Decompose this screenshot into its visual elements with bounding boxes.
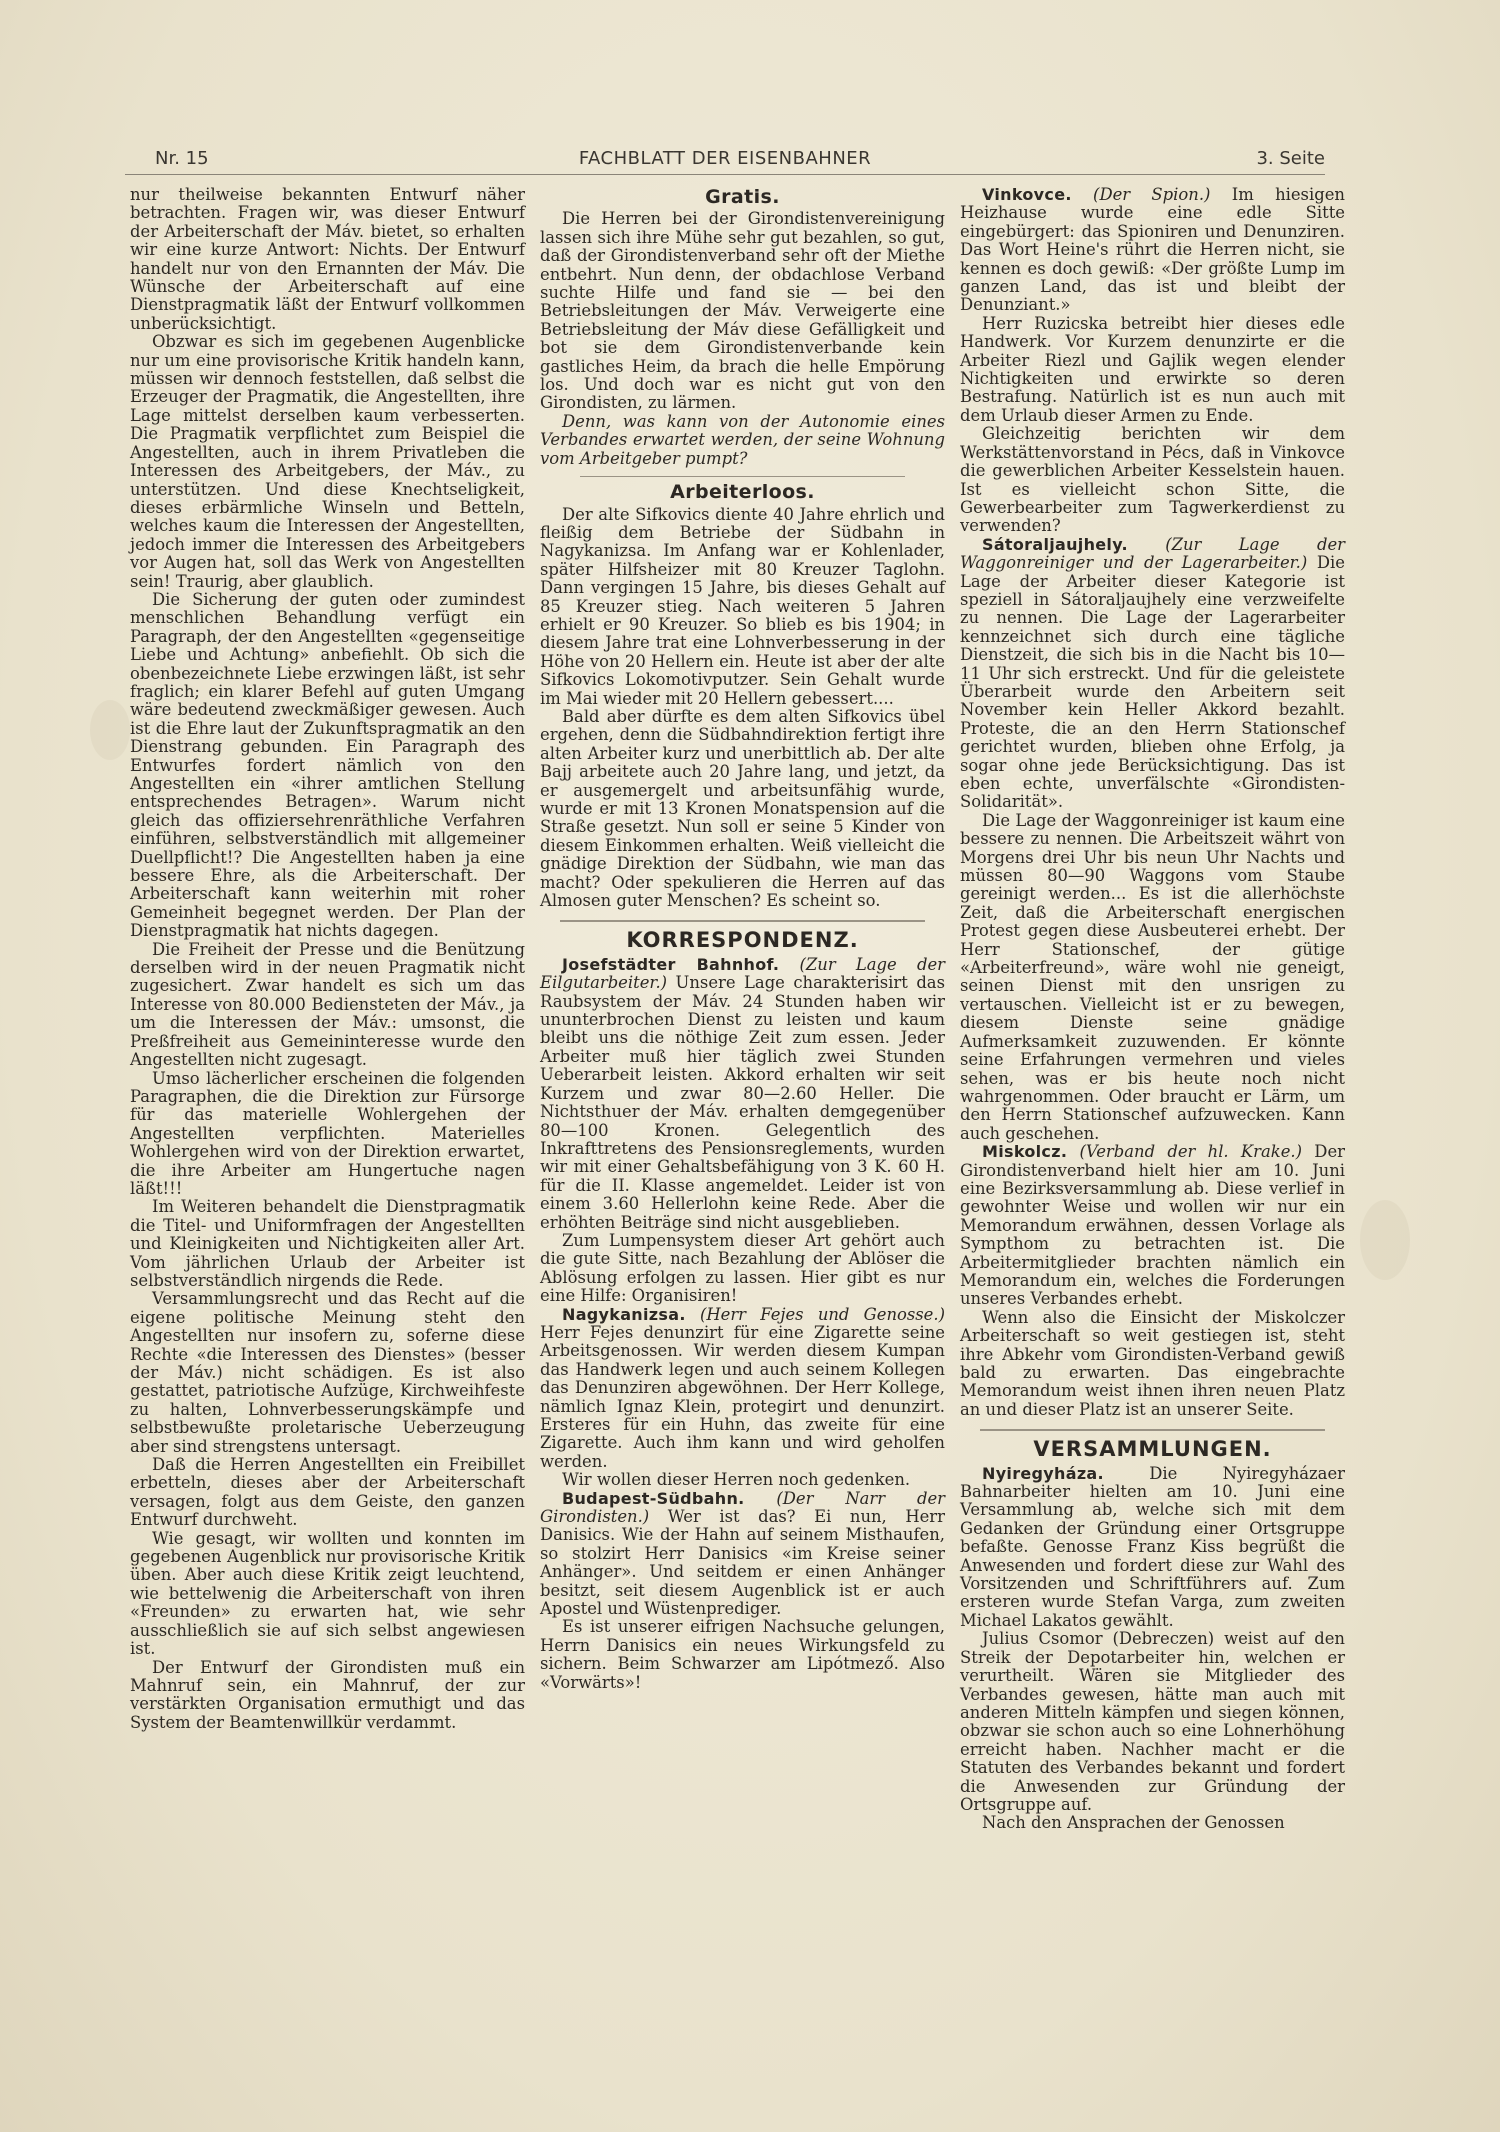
versammlungen-heading: VERSAMMLUNGEN. [1033, 1437, 1272, 1462]
paper-stain [90, 700, 130, 760]
item-text: Herr Fejes denunzirt für eine Zigarette seine Arbeitsgenossen. Wir werden diesem Kumpan das Handwerk legen und auch seinem Kollegen das Denunziren abgewöhnen. Der Herr Kollege, nämlich Ignaz Klein, protegirt und denunzirt. Ersteres für ein Huhn, das zweite für eine Zigarette. Auch ihm kann und wird geholfen werden. [540, 1322, 945, 1471]
newspaper-title: FACHBLATT DER EISENBAHNER [578, 148, 872, 169]
correspondence-item [540, 1306, 945, 1472]
correspondence-item [540, 956, 945, 1232]
correspondence-item [960, 315, 1345, 425]
correspondence-item [960, 186, 1345, 315]
correspondence-item [960, 812, 1345, 1143]
item-text: Der Girondistenverband hielt hier am 10. Juni eine Bezirksversammlung ab. Diese verlief in gewohnter Weise und wollen wir nur ein Memorandum erwähnen, dessen Vorlage als Sympthom zu betrachten ist. Die Arbeitermitglieder brachten nämlich ein Memorandum ein, welches die Forderungen unseres Verbandes erhebt. [960, 1142, 1345, 1309]
correspondence-item [960, 1630, 1345, 1814]
column-2 [540, 186, 945, 1692]
place-name: Budapest-Südbahn. [562, 1488, 745, 1508]
place-name: Sátoraljaujhely. [982, 534, 1128, 554]
correspondence-item [540, 1490, 945, 1619]
item-text: Es ist unserer eifrigen Nachsuche gelungen, Herrn Danisics ein neues Wirkungsfeld zu sichern. Beim Schwarzer am Lipótmező. Also «Vorwärts»! [540, 1617, 945, 1692]
item-text: Die Lage der Waggonreiniger ist kaum eine bessere zu nennen. Die Arbeitszeit währt von Morgens drei Uhr bis neun Uhr Nachts und müssen 80—90 Waggons vom Staube gereinigt werden... Es ist die allerhöchste Zeit, daß die Arbeiterschaft energischen Protest gegen diese Ausbeuterei erhebt. Der Herr Stationschef, der gütige «Arbeiterfreund», wäre wohl nie geneigt, seinen Dienst mit den unsrigen zu vertauschen. Vielleicht ist er zu bewegen, diesem Dienste seine gnädige Aufmerksamkeit zuzuwenden. Er könnte seine Erfahrungen vermehren und vieles sehen, was er bis heute noch nicht wahrgenommen. Oder braucht er Lärm, um den Herrn Stationschef aufzuwecken. Kann auch geschehen. [960, 810, 1345, 1143]
item-text: Unsere Lage charakterisirt das Raubsystem der Máv. 24 Stunden haben wir ununterbrochen Dienst zu leisten und kaum bleibt uns die nöthige Zeit zum essen. Jeder Arbeiter muß hier täglich zwei Stunden Ueberarbeit leisten. Akkord erhalten wir seit Kurzem und zwar 80—2.60 Heller. Die Nichtsthuer der Máv. erhalten demgegenüber 80—100 Kronen. Gelegentlich des Inkrafttretens des Pensionsreglements, wurden wir mit einer Gehaltsbefähigung von 3 K. 60 H. für die II. Klasse angemeldet. Leider ist von einem 3.60 Hellerlohn keine Rede. Aber die erhöhten Beiträge sind nicht ausgeblieben. [540, 973, 945, 1232]
korrespondenz-entries [540, 956, 945, 1692]
correspondence-item [960, 536, 1345, 812]
article-paragraph: Obzwar es sich im gegebenen Augenblicke nur um eine provisorische Kritik handeln kann, müssen wir dennoch feststellen, daß selbst die Erzeuger der Pragmatik, die Angestellten, ihre Lage mittelst derselben kaum verbesserten. Die Pragmatik verpflichtet zum Beispiel die Angestellten, auch in ihrem Privatleben die Interessen des Arbeitgebers, der Máv., zu unterstützen. Und diese Knechtseligkeit, dieses erbärmliche Winseln und Betteln, welches kaum die Interessen der Angestellten, jedoch immer die Interessen des Arbeitgebers vor Augen hat, soll das Werk von Angestellten sein! Traurig, aber glaublich. [130, 332, 525, 591]
article-paragraph: Daß die Herren Angestellten ein Freibillet erbetteln, dieses aber der Arbeiterschaft versagen, folgt aus dem Geiste, den ganzen Entwurf durchweht. [130, 1455, 525, 1530]
correspondence-item [540, 1232, 945, 1306]
item-text: Zum Lumpensystem dieser Art gehört auch die gute Sitte, nach Bezahlung der Ablöser die Ablösung erfolgen zu lassen. Hier gibt es nur eine Hilfe: Organisiren! [540, 1230, 945, 1306]
gratis-heading: Gratis. [705, 186, 780, 208]
article-paragraph: Umso lächerlicher erscheinen die folgenden Paragraphen, die die Direktion zur Fürsorge für das materielle Wohlergehen der Angestellten verpflichten. Materielles Wohlergehen wird von der Direktion erwartet, die ihre Arbeiter am Hungertuche nagen läßt!!! [130, 1068, 525, 1198]
item-text: Wir wollen dieser Herren noch gedenken. [562, 1470, 911, 1490]
correspondence-item [960, 1143, 1345, 1309]
section-divider [980, 1429, 1325, 1434]
correspondence-item [540, 1618, 945, 1692]
item-subtitle: (Der Narr der Girondisten.) [540, 1488, 945, 1527]
article-paragraph: Die Sicherung der guten oder zumindest menschlichen Behandlung verfügt ein Paragraph, der den Angestellten «gegenseitige Liebe und Achtung» anbefiehlt. Ob sich die obenbezeichnete Liebe erzwingen läßt, ist sehr fraglich; ein klarer Befehl auf guten Umgang wäre bedeutend zweckmäßiger gewesen. Auch ist die Ehre laut der Zukunftspragmatik an den Dienstrang gebunden. Ein Paragraph des Entwurfes fordert nämlich von den Angestellten ein «ihrer amtlichen Stellung entsprechendes Betragen». Warum nicht gleich das offiziersehrenräthliche Verfahren einführen, selbstverständlich mit allgemeiner Duellpflicht!? Die Angestellten haben ja eine bessere Ehre, als die Arbeiterschaft. Der Arbeiterschaft kann weiterhin mit roher Gemeinheit begegnet werden. Der Plan der Dienstpragmatik hat nichts dagegen. [130, 589, 525, 941]
article-paragraph: Im Weiteren behandelt die Dienstpragmatik die Titel- und Uniformfragen der Angestellten und Kleinigkeiten und Nichtigkeiten aller Art. Vom jährlichen Urlaub der Arbeiter ist selbstverständlich nirgends die Rede. [130, 1197, 525, 1290]
item-text: Wenn also die Einsicht der Miskolczer Arbeiterschaft so weit gestiegen ist, steht ihre Abkehr vom Girondisten-Verband gewiß bald zu erwarten. Das eingebrachte Memorandum weist ihnen ihren neuen Platz an und dieser Platz ist an unserer Seite. [960, 1307, 1345, 1419]
item-subtitle: (Verband der hl. Krake.) [1079, 1142, 1303, 1162]
gratis-paragraph: Denn, was kann von der Autonomie eines Verbandes erwartet werden, der seine Wohnung vom Arbeitgeber pumpt? [540, 411, 945, 468]
article-paragraph: nur theilweise bekannten Entwurf näher betrachten. Fragen wir, was dieser Entwurf der Arbeiterschaft der Máv. bietet, so erhalten wir eine kurze Antwort: Nichts. Der Entwurf handelt nur von den Ernannten der Máv. Die Wünsche der Arbeiterschaft auf eine Dienstpragmatik läßt der Entwurf vollkommen unberücksichtigt. [130, 185, 525, 333]
correspondence-item [960, 1309, 1345, 1419]
item-text: Die Nyiregyházaer Bahnarbeiter hielten am 10. Juni eine Versammlung ab, welche sich mit dem Gedanken der Gründung einer Ortsgruppe befaßte. Genosse Franz Kiss begrüßt die Anwesenden und fordert diese zur Wahl des Vorsitzenden und Schriftführers auf. Zum ersteren wurde Stefan Varga, zum zweiten Michael Lakatos gewählt. [960, 1463, 1345, 1630]
item-text: Julius Csomor (Debreczen) weist auf den Streik der Depotarbeiter hin, welchen er verurtheilt. Wären sie Mitglieder des Verbandes gewesen, hätte man auch mit anderen Mitteln kämpfen und siegen können, obzwar sie schon auch so eine Lohnerhöhung erreicht haben. Nachher macht er die Statuten des Verbandes bekannt und fordert die Anwesenden zur Gründung der Ortsgruppe auf. [960, 1629, 1345, 1814]
item-text: Herr Ruzicska betreibt hier dieses edle Handwerk. Vor Kurzem denunzirte er die Arbeiter Riezl und Gajlik wegen elender Nichtigkeiten und erwirkte so deren Bestrafung. Natürlich ist es nun auch mit dem Urlaub dieser Armen zu Ende. [960, 313, 1345, 425]
korrespondenz-heading: KORRESPONDENZ. [626, 928, 859, 953]
item-subtitle: (Zur Lage der Waggonreiniger und der Lagerarbeiter.) [960, 534, 1345, 573]
correspondence-item [960, 425, 1345, 535]
page-header [125, 146, 1325, 175]
issue-number: Nr. 15 [155, 148, 209, 169]
item-text: Gleichzeitig berichten wir dem Werkstättenvorstand in Pécs, daß in Vinkovce die gewerblichen Arbeiter Kesselstein hauen. Ist es vielleicht schon Sitte, die Gewerbearbeiter zum Tagwerkerdienst zu verwenden? [960, 424, 1345, 536]
paper-stain [1360, 1200, 1410, 1280]
column-3 [960, 186, 1345, 1833]
correspondence-item [540, 1471, 945, 1489]
column-1 [130, 186, 525, 1732]
correspondence-item [960, 1814, 1345, 1832]
page-number: 3. Seite [1256, 148, 1325, 169]
place-name: Nagykanizsa. [562, 1304, 686, 1324]
article-paragraph: Wie gesagt, wir wollten und konnten im gegebenen Augenblick nur provisorische Kritik üben. Aber auch diese Kritik zeigt leuchtend, wie bettelwenig die Arbeiterschaft von ihren «Freunden» zu erwarten hat, wie sehr ausschließlich sie auf sich selbst angewiesen ist. [130, 1528, 525, 1659]
article-paragraph: Versammlungsrecht und das Recht auf die eigene politische Meinung steht den Angestellten nur insofern zu, soferne diese Rechte «die Interessen des Dienstes» (besser der Máv.) nicht schädigen. Es ist also gestattet, patriotische Aufzüge, Kirchweihfeste zu halten, Lohnverbesserungskämpfe und selbstbewußte proletarische Ueberzeugung aber sind strengstens untersagt. [130, 1289, 525, 1456]
item-subtitle: (Der Spion.) [1093, 185, 1211, 204]
item-text: Die Lage der Arbeiter dieser Kategorie ist speziell in Sátoraljaujhely eine verzweifelte zu nennen. Die Lage der Lagerarbeiter kennzeichnet sich durch eine tägliche Dienstzeit, die sich bis in die Nacht bis 10—11 Uhr sich erstreckt. Und für die geleistete Überarbeit wurde den Arbeitern seit November kein Heller Akkord bezahlt. Proteste, die an den Herrn Stationschef gerichtet wurden, blieben ohne Erfolg, ja sogar ohne jede Berücksichtigung. Das ist eben echte, unverfälschte «Girondisten-Solidarität». [960, 553, 1345, 812]
item-subtitle: (Zur Lage der Eilgutarbeiter.) [540, 954, 945, 993]
section-divider [560, 920, 925, 925]
section-divider [580, 476, 905, 477]
correspondence-entries [960, 186, 1345, 1419]
place-name: Vinkovce. [982, 185, 1072, 204]
place-name: Nyiregyháza. [982, 1463, 1104, 1483]
item-subtitle: (Herr Fejes und Genosse.) [699, 1304, 945, 1324]
arbeiterloos-heading: Arbeiterloos. [670, 481, 815, 504]
gratis-paragraph: Die Herren bei der Girondistenvereinigung lassen sich ihre Mühe sehr gut bezahlen, so gut, daß der Girondistenverband sehr oft der Miethe entbehrt. Nun denn, der obdachlose Verband suchte Hilfe und fand sie — bei den Betriebsleitungen der Máv. Verweigerte eine Betriebsleitung der Máv diese Gefälligkeit und bot sie dem Girondistenverbande kein gastliches Heim, da brach die helle Empörung los. Und doch war es nicht gut von den Girondisten, zu lärmen. [540, 209, 945, 413]
item-text: Wer ist das? Ei nun, Herr Danisics. Wie der Hahn auf seinem Misthaufen, so stolzirt Herr Danisics «im Kreise seiner Anhänger». Und seitdem er einen Anhänger besitzt, seit diesem Augenblick ist er auch Apostel und Wüstenprediger. [540, 1507, 945, 1619]
arbeiterloos-paragraph: Bald aber dürfte es dem alten Sifkovics übel ergehen, denn die Südbahndirektion fertigt ihre alten Arbeiter kurz und unerbittlich ab. Der alte Bajj arbeitete auch 20 Jahre lang, und jetzt, da er ausgemergelt und arbeitsunfähig wurde, wurde er mit 13 Kronen Monatspension auf die Straße gesetzt. Nun soll er seine 5 Kinder von diesem Einkommen erhalten. Weiß vielleicht die gnädige Direktion der Südbahn, wie man das macht? Oder spekulieren die Herren auf das Almosen guter Menschen? Es scheint so. [540, 706, 945, 911]
versammlungen-entries [960, 1465, 1345, 1833]
item-text: Im hiesigen Heizhause wurde eine edle Sitte eingebürgert: das Spioniren und Denunziren. Das Wort Heine's rührt die Herren nicht, sie kennen es doch gewiß: «Der größte Lump im ganzen Land, das ist und bleibt der Denunziant.» [960, 185, 1345, 315]
article-paragraph: Der Entwurf der Girondisten muß ein Mahnruf sein, ein Mahnruf, der zur verstärkten Organisation ermuthigt und das System der Beamtenwillkür verdammt. [130, 1657, 525, 1732]
correspondence-item [960, 1465, 1345, 1631]
place-name: Miskolcz. [982, 1142, 1068, 1162]
place-name: Josefstädter Bahnhof. [562, 954, 780, 974]
article-paragraph: Die Freiheit der Presse und die Benützung derselben wird in der neuen Pragmatik nicht zugesichert. Zwar handelt es sich um das Interesse von 80.000 Bediensteten der Máv., ja um die Interessen der Máv.: umsonst, die Preßfreiheit aus Gemeininteresse wurde den Angestellten nicht zugesagt. [130, 939, 525, 1070]
item-text: Nach den Ansprachen der Genossen [982, 1813, 1285, 1833]
arbeiterloos-paragraph: Der alte Sifkovics diente 40 Jahre ehrlich und fleißig dem Betriebe der Südbahn in Nagykanizsa. Im Anfang war er Kohlenlader, später Hilfsheizer mit 80 Kreuzer Taglohn. Dann vergingen 15 Jahre, bis dieses Gehalt auf 85 Kreuzer stieg. Nach weiteren 5 Jahren erhielt er 90 Kreuzer. So blieb es bis 1904; in diesem Jahre trat eine Lohnverbesserung in der Höhe von 20 Hellern ein. Heute ist aber der alte Sifkovics Lokomotivputzer. Sein Gehalt wurde im Mai wieder mit 20 Hellern gebessert.... [540, 504, 945, 708]
